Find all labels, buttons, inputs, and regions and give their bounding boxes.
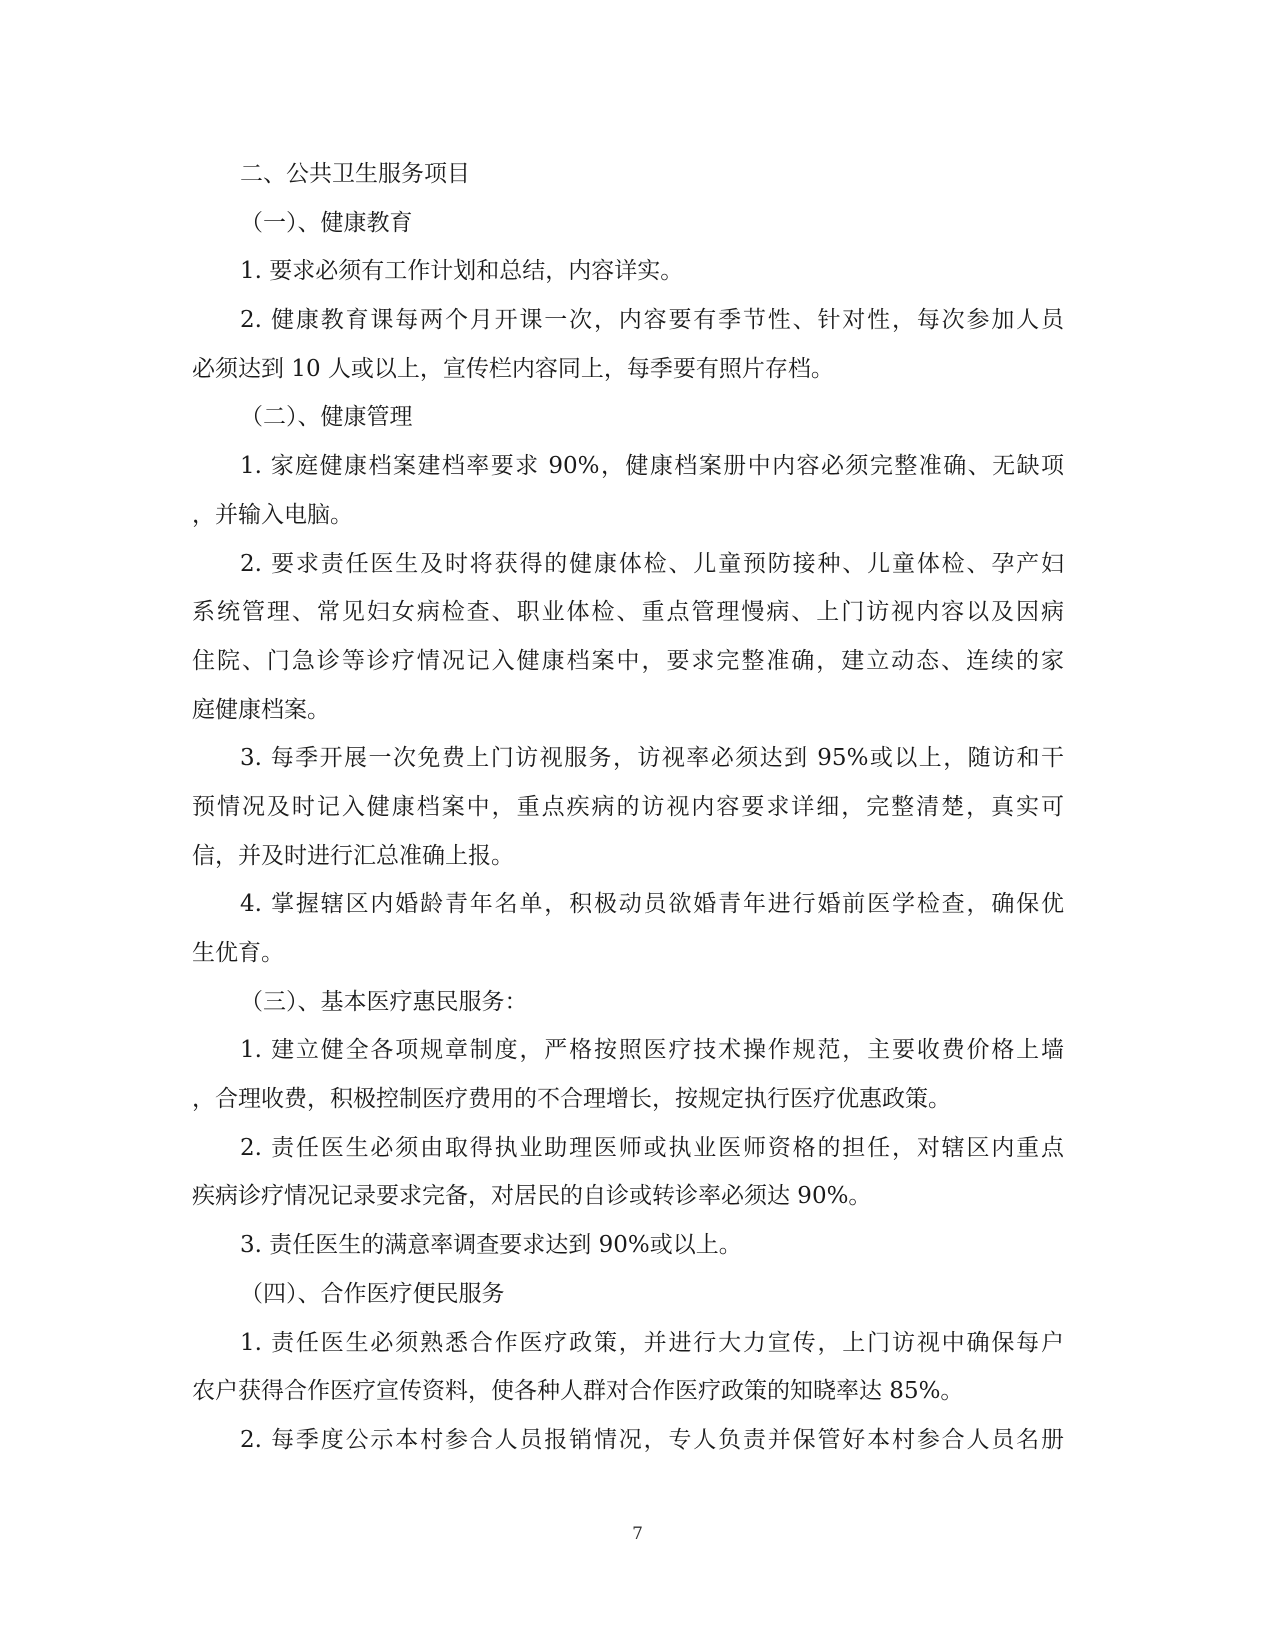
text-line: 1. 建立健全各项规章制度，严格按照医疗技术操作规范，主要收费价格上墙 bbox=[240, 1037, 1064, 1064]
text-line: （三）、基本医疗惠民服务： bbox=[240, 988, 528, 1015]
text-line: （四）、合作医疗便民服务 bbox=[240, 1280, 505, 1307]
text-line: 系统管理、常见妇女病检查、职业体检、重点管理慢病、上门访视内容以及因病 bbox=[192, 599, 1064, 626]
text-line: 3. 责任医生的满意率调查要求达到 90%或以上。 bbox=[240, 1232, 742, 1259]
text-line: 生优育。 bbox=[192, 940, 284, 966]
text-line: 2. 要求责任医生及时将获得的健康体检、儿童预防接种、儿童体检、孕产妇 bbox=[240, 550, 1064, 577]
text-line: 必须达到 10 人或以上，宣传栏内容同上，每季要有照片存档。 bbox=[192, 355, 834, 382]
text-line: 2. 责任医生必须由取得执业助理医师或执业医师资格的担任，对辖区内重点 bbox=[240, 1134, 1064, 1161]
document-body bbox=[192, 150, 1064, 1465]
text-line: 信，并及时进行汇总准确上报。 bbox=[192, 842, 514, 869]
text-line: ，并输入电脑。 bbox=[192, 501, 353, 528]
text-line: （一）、健康教育 bbox=[240, 209, 413, 236]
text-line: 1. 责任医生必须熟悉合作医疗政策，并进行大力宣传，上门访视中确保每户 bbox=[240, 1329, 1064, 1356]
text-line: 3. 每季开展一次免费上门访视服务，访视率必须达到 95%或以上，随访和干 bbox=[240, 745, 1064, 772]
text-line: 4. 掌握辖区内婚龄青年名单，积极动员欲婚青年进行婚前医学检查，确保优 bbox=[240, 891, 1064, 918]
text-line: 预情况及时记入健康档案中，重点疾病的访视内容要求详细，完整清楚，真实可 bbox=[192, 793, 1064, 820]
text-line: 2. 健康教育课每两个月开课一次，内容要有季节性、针对性，每次参加人员 bbox=[240, 307, 1064, 334]
page-number: 7 bbox=[632, 1524, 643, 1544]
text-line: 1. 要求必须有工作计划和总结，内容详实。 bbox=[240, 258, 684, 285]
text-line: ，合理收费，积极控制医疗费用的不合理增长，按规定执行医疗优惠政策。 bbox=[192, 1086, 951, 1113]
text-line: 1. 家庭健康档案建档率要求 90%，健康档案册中内容必须完整准确、无缺项 bbox=[240, 453, 1064, 480]
text-line: 疾病诊疗情况记录要求完备，对居民的自诊或转诊率必须达 90%。 bbox=[192, 1183, 872, 1210]
text-line: 庭健康档案。 bbox=[192, 696, 330, 723]
text-line: 二、公共卫生服务项目 bbox=[240, 161, 470, 187]
text-line: 农户获得合作医疗宣传资料，使各种人群对合作医疗政策的知晓率达 85%。 bbox=[192, 1378, 964, 1405]
text-line: 2. 每季度公示本村参合人员报销情况，专人负责并保管好本村参合人员名册 bbox=[240, 1426, 1064, 1453]
text-line: （二）、健康管理 bbox=[240, 404, 413, 431]
text-line: 住院、门急诊等诊疗情况记入健康档案中，要求完整准确，建立动态、连续的家 bbox=[192, 647, 1064, 674]
